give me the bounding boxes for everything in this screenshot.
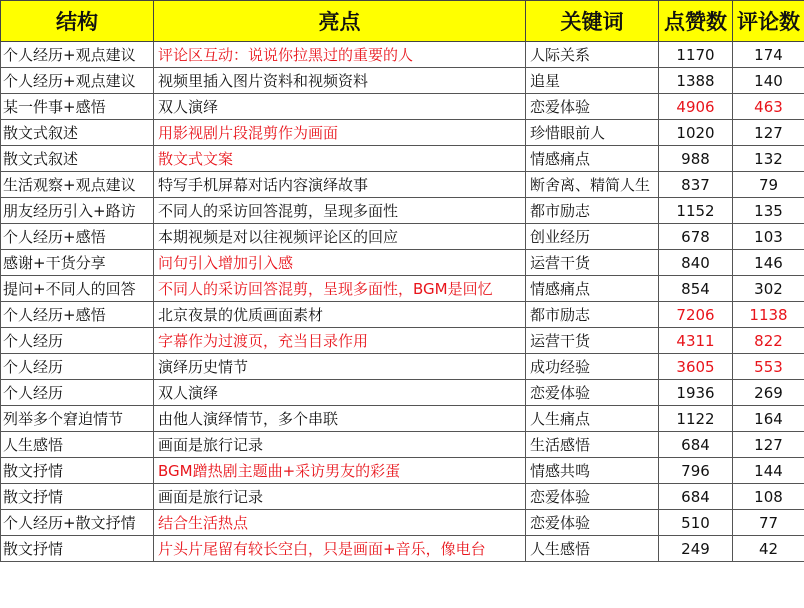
cell-keyword: 恋爱体验 [526, 94, 659, 120]
cell-keyword: 都市励志 [526, 302, 659, 328]
cell-structure: 散文抒情 [1, 484, 154, 510]
cell-highlight: 北京夜景的优质画面素材 [154, 302, 526, 328]
cell-comments: 164 [733, 406, 804, 432]
cell-likes: 1388 [659, 68, 733, 94]
cell-keyword: 情感痛点 [526, 276, 659, 302]
cell-structure: 生活观察+观点建议 [1, 172, 154, 198]
cell-structure: 个人经历+感悟 [1, 302, 154, 328]
cell-structure: 某一件事+感悟 [1, 94, 154, 120]
cell-keyword: 恋爱体验 [526, 380, 659, 406]
cell-comments: 103 [733, 224, 804, 250]
cell-keyword: 情感痛点 [526, 146, 659, 172]
cell-structure: 散文抒情 [1, 458, 154, 484]
header-highlight: 亮点 [154, 1, 526, 42]
table-row [1, 432, 804, 458]
cell-keyword: 创业经历 [526, 224, 659, 250]
cell-structure: 个人经历+观点建议 [1, 68, 154, 94]
cell-highlight: 特写手机屏幕对话内容演绎故事 [154, 172, 526, 198]
cell-keyword: 人际关系 [526, 42, 659, 68]
cell-highlight: 双人演绎 [154, 380, 526, 406]
cell-highlight: 散文式文案 [154, 146, 526, 172]
cell-likes: 684 [659, 484, 733, 510]
cell-keyword: 追星 [526, 68, 659, 94]
cell-structure: 人生感悟 [1, 432, 154, 458]
cell-keyword: 断舍离、精简人生 [526, 172, 659, 198]
cell-keyword: 人生感悟 [526, 536, 659, 562]
cell-comments: 42 [733, 536, 804, 562]
cell-highlight: 评论区互动：说说你拉黑过的重要的人 [154, 42, 526, 68]
cell-highlight: BGM蹭热剧主题曲+采访男友的彩蛋 [154, 458, 526, 484]
cell-comments: 127 [733, 120, 804, 146]
cell-comments: 135 [733, 198, 804, 224]
cell-highlight: 本期视频是对以往视频评论区的回应 [154, 224, 526, 250]
table-body [1, 42, 804, 562]
cell-structure: 感谢+干货分享 [1, 250, 154, 276]
cell-keyword: 成功经验 [526, 354, 659, 380]
cell-likes: 510 [659, 510, 733, 536]
cell-likes: 3605 [659, 354, 733, 380]
cell-comments: 77 [733, 510, 804, 536]
cell-structure: 提问+不同人的回答 [1, 276, 154, 302]
table-row [1, 510, 804, 536]
cell-comments: 174 [733, 42, 804, 68]
table-row [1, 354, 804, 380]
header-comments: 评论数 [733, 1, 804, 42]
cell-likes: 4906 [659, 94, 733, 120]
cell-structure: 散文式叙述 [1, 120, 154, 146]
table-row [1, 458, 804, 484]
cell-highlight: 双人演绎 [154, 94, 526, 120]
header-structure: 结构 [1, 1, 154, 42]
cell-highlight: 用影视剧片段混剪作为画面 [154, 120, 526, 146]
cell-keyword: 珍惜眼前人 [526, 120, 659, 146]
cell-structure: 个人经历+观点建议 [1, 42, 154, 68]
table-row [1, 120, 804, 146]
cell-structure: 散文式叙述 [1, 146, 154, 172]
cell-comments: 108 [733, 484, 804, 510]
cell-likes: 7206 [659, 302, 733, 328]
table-row [1, 146, 804, 172]
cell-likes: 1020 [659, 120, 733, 146]
cell-comments: 269 [733, 380, 804, 406]
table-row [1, 198, 804, 224]
cell-likes: 988 [659, 146, 733, 172]
cell-comments: 132 [733, 146, 804, 172]
cell-keyword: 都市励志 [526, 198, 659, 224]
cell-highlight: 字幕作为过渡页，充当目录作用 [154, 328, 526, 354]
header-keyword: 关键词 [526, 1, 659, 42]
header-likes: 点赞数 [659, 1, 733, 42]
cell-highlight: 问句引入增加引入感 [154, 250, 526, 276]
cell-highlight: 不同人的采访回答混剪，呈现多面性，BGM是回忆 [154, 276, 526, 302]
cell-highlight: 片头片尾留有较长空白，只是画面+音乐，像电台 [154, 536, 526, 562]
cell-likes: 1152 [659, 198, 733, 224]
cell-comments: 1138 [733, 302, 804, 328]
cell-comments: 822 [733, 328, 804, 354]
cell-comments: 302 [733, 276, 804, 302]
table-row [1, 536, 804, 562]
table-row [1, 484, 804, 510]
cell-comments: 553 [733, 354, 804, 380]
cell-likes: 684 [659, 432, 733, 458]
table-row [1, 380, 804, 406]
cell-likes: 1170 [659, 42, 733, 68]
cell-keyword: 恋爱体验 [526, 510, 659, 536]
cell-structure: 个人经历+散文抒情 [1, 510, 154, 536]
cell-comments: 463 [733, 94, 804, 120]
cell-structure: 散文抒情 [1, 536, 154, 562]
table-row [1, 224, 804, 250]
table-row [1, 302, 804, 328]
cell-highlight: 画面是旅行记录 [154, 432, 526, 458]
cell-comments: 140 [733, 68, 804, 94]
cell-highlight: 结合生活热点 [154, 510, 526, 536]
cell-likes: 837 [659, 172, 733, 198]
table-row [1, 42, 804, 68]
cell-comments: 146 [733, 250, 804, 276]
cell-structure: 个人经历 [1, 354, 154, 380]
header-row [1, 1, 804, 42]
cell-comments: 127 [733, 432, 804, 458]
cell-keyword: 运营干货 [526, 250, 659, 276]
table-header [1, 1, 804, 42]
cell-likes: 854 [659, 276, 733, 302]
cell-likes: 678 [659, 224, 733, 250]
cell-likes: 796 [659, 458, 733, 484]
cell-structure: 列举多个窘迫情节 [1, 406, 154, 432]
cell-keyword: 人生痛点 [526, 406, 659, 432]
cell-likes: 249 [659, 536, 733, 562]
cell-likes: 840 [659, 250, 733, 276]
table-row [1, 250, 804, 276]
cell-highlight: 演绎历史情节 [154, 354, 526, 380]
table-row [1, 406, 804, 432]
cell-structure: 个人经历 [1, 328, 154, 354]
cell-likes: 1936 [659, 380, 733, 406]
table-row [1, 276, 804, 302]
table-row [1, 172, 804, 198]
cell-structure: 个人经历 [1, 380, 154, 406]
cell-highlight: 由他人演绎情节，多个串联 [154, 406, 526, 432]
cell-highlight: 视频里插入图片资料和视频资料 [154, 68, 526, 94]
cell-keyword: 运营干货 [526, 328, 659, 354]
cell-keyword: 恋爱体验 [526, 484, 659, 510]
cell-keyword: 情感共鸣 [526, 458, 659, 484]
cell-comments: 144 [733, 458, 804, 484]
cell-highlight: 画面是旅行记录 [154, 484, 526, 510]
cell-comments: 79 [733, 172, 804, 198]
table-row [1, 68, 804, 94]
cell-keyword: 生活感悟 [526, 432, 659, 458]
cell-highlight: 不同人的采访回答混剪，呈现多面性 [154, 198, 526, 224]
table-row [1, 94, 804, 120]
cell-likes: 1122 [659, 406, 733, 432]
cell-structure: 个人经历+感悟 [1, 224, 154, 250]
table-row [1, 328, 804, 354]
cell-likes: 4311 [659, 328, 733, 354]
cell-structure: 朋友经历引入+路访 [1, 198, 154, 224]
